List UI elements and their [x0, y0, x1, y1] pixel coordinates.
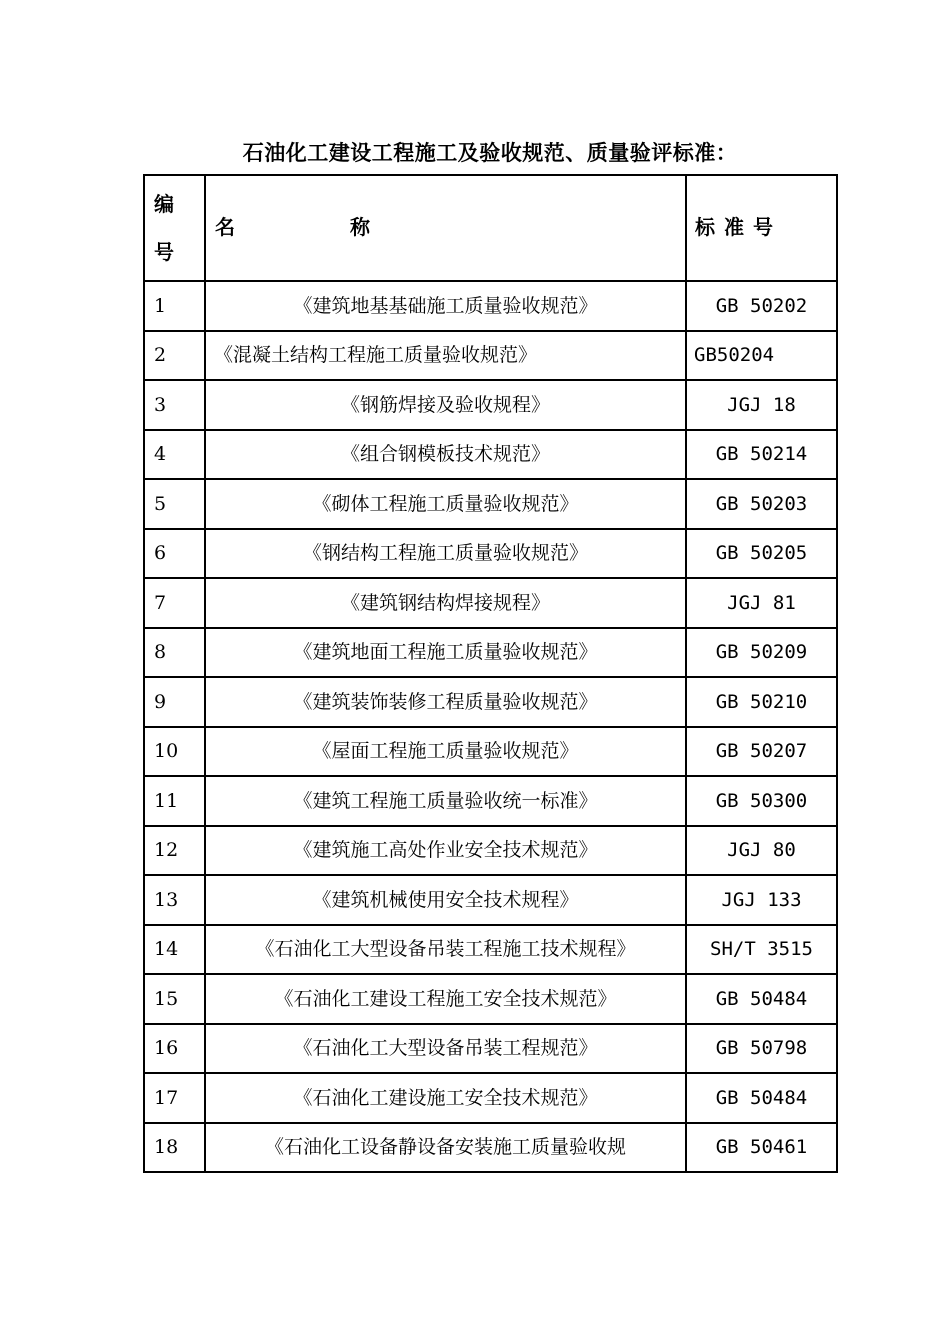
standard-code: GB 50203 [686, 479, 837, 529]
standard-code: JGJ 18 [686, 380, 837, 430]
standard-name: 《建筑施工高处作业安全技术规范》 [205, 826, 686, 876]
standard-name: 《屋面工程施工质量验收规范》 [205, 727, 686, 777]
standard-name: 《石油化工建设工程施工安全技术规范》 [205, 974, 686, 1024]
row-number: 3 [144, 380, 205, 430]
row-number: 12 [144, 826, 205, 876]
standard-code: GB 50207 [686, 727, 837, 777]
standard-name: 《混凝土结构工程施工质量验收规范》 [205, 331, 686, 381]
standard-code: JGJ 80 [686, 826, 837, 876]
standard-name: 《建筑钢结构焊接规程》 [205, 578, 686, 628]
header-number-line2: 号 [154, 240, 174, 264]
header-name [205, 175, 686, 281]
standard-code: GB 50205 [686, 529, 837, 579]
standard-code: JGJ 133 [686, 875, 837, 925]
header-row [144, 175, 837, 281]
table-row [144, 1073, 837, 1123]
row-number: 16 [144, 1024, 205, 1074]
row-number: 1 [144, 281, 205, 331]
row-number: 5 [144, 479, 205, 529]
standard-name: 《建筑地面工程施工质量验收规范》 [205, 628, 686, 678]
standard-name: 《建筑工程施工质量验收统一标准》 [205, 776, 686, 826]
header-name-part1: 名 [215, 214, 235, 239]
row-number: 14 [144, 925, 205, 975]
standard-code: JGJ 81 [686, 578, 837, 628]
table-row [144, 826, 837, 876]
standard-code: SH/T 3515 [686, 925, 837, 975]
standard-code: GB 50214 [686, 430, 837, 480]
standard-name: 《石油化工建设施工安全技术规范》 [205, 1073, 686, 1123]
row-number: 2 [144, 331, 205, 381]
row-number: 13 [144, 875, 205, 925]
table-row [144, 776, 837, 826]
table-row [144, 925, 837, 975]
table-row [144, 677, 837, 727]
table-row [144, 875, 837, 925]
row-number: 18 [144, 1123, 205, 1173]
table-row [144, 578, 837, 628]
row-number: 7 [144, 578, 205, 628]
table-row [144, 727, 837, 777]
table-row [144, 430, 837, 480]
standard-code: GB 50798 [686, 1024, 837, 1074]
standard-code: GB 50461 [686, 1123, 837, 1173]
header-number [144, 175, 205, 281]
standard-code: GB 50484 [686, 974, 837, 1024]
row-number: 6 [144, 529, 205, 579]
table-row [144, 974, 837, 1024]
standard-name: 《砌体工程施工质量验收规范》 [205, 479, 686, 529]
row-number: 10 [144, 727, 205, 777]
table-row [144, 1123, 837, 1173]
standard-name: 《钢筋焊接及验收规程》 [205, 380, 686, 430]
standard-code: GB 50209 [686, 628, 837, 678]
standard-name: 《建筑机械使用安全技术规程》 [205, 875, 686, 925]
standard-name: 《建筑地基基础施工质量验收规范》 [205, 281, 686, 331]
standard-name: 《组合钢模板技术规范》 [205, 430, 686, 480]
page-title: 石油化工建设工程施工及验收规范、质量验评标准： [242, 141, 738, 165]
table-row [144, 529, 837, 579]
standard-code: GB 50484 [686, 1073, 837, 1123]
table-row [144, 281, 837, 331]
header-number-line1: 编 [154, 192, 174, 216]
standards-table [143, 174, 838, 1173]
table-row [144, 331, 837, 381]
row-number: 8 [144, 628, 205, 678]
row-number: 11 [144, 776, 205, 826]
standard-code: GB50204 [686, 331, 837, 381]
row-number: 15 [144, 974, 205, 1024]
table-header [144, 175, 837, 281]
standard-code: GB 50300 [686, 776, 837, 826]
header-name-part2: 称 [350, 214, 370, 239]
standard-name: 《石油化工大型设备吊装工程规范》 [205, 1024, 686, 1074]
table-row [144, 1024, 837, 1074]
standard-name: 《石油化工大型设备吊装工程施工技术规程》 [205, 925, 686, 975]
table-row [144, 628, 837, 678]
standard-code: GB 50202 [686, 281, 837, 331]
row-number: 9 [144, 677, 205, 727]
row-number: 4 [144, 430, 205, 480]
table-row [144, 380, 837, 430]
table-body [144, 281, 837, 1172]
row-number: 17 [144, 1073, 205, 1123]
standard-name: 《石油化工设备静设备安装施工质量验收规 [205, 1123, 686, 1173]
header-standard-code: 标准号 [686, 175, 837, 281]
table-row [144, 479, 837, 529]
standard-name: 《钢结构工程施工质量验收规范》 [205, 529, 686, 579]
standard-name: 《建筑装饰装修工程质量验收规范》 [205, 677, 686, 727]
standard-code: GB 50210 [686, 677, 837, 727]
